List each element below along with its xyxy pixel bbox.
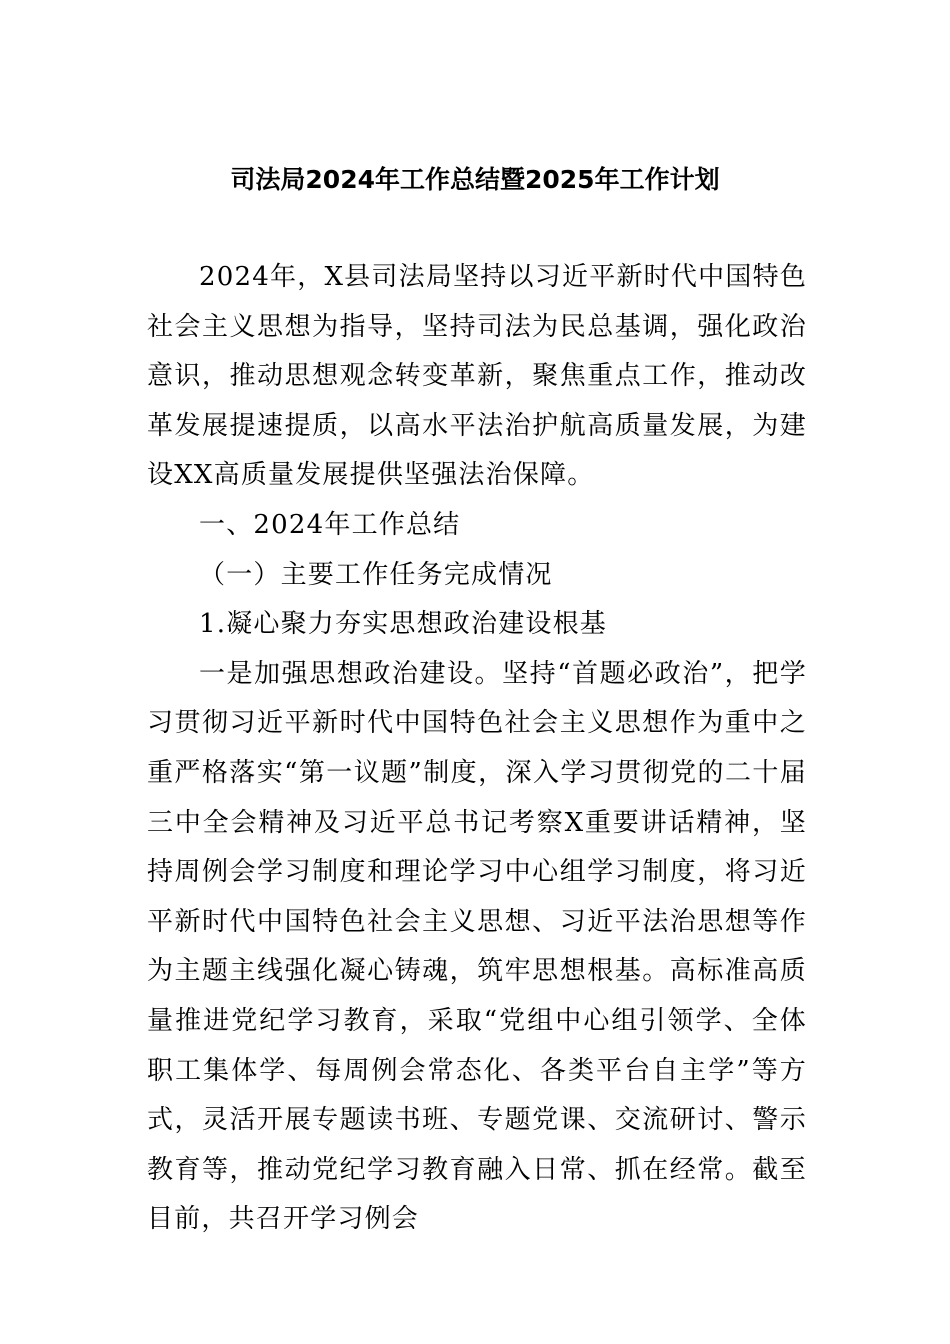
intro-paragraph: 2024年，X县司法局坚持以习近平新时代中国特色社会主义思想为指导，坚持司法为民总基调，强化政治意识，推动思想观念转变革新，聚焦重点工作，推动改革发展提速提质，以高水平法治护航高质量发展，为建设XX高质量发展提供坚强法治保障。 xyxy=(147,262,807,491)
document-title: 司法局2024年工作总结暨2025年工作计划 xyxy=(230,165,720,194)
document-body xyxy=(147,253,807,1245)
section-heading: 一、2024年工作总结 xyxy=(199,509,461,540)
body-paragraph: 一是加强思想政治建设。坚持“首题必政治”，把学习贯彻习近平新时代中国特色社会主义思想作为重中之重严格落实“第一议题”制度，深入学习贯彻党的二十届三中全会精神及习近平总书记考察X重要讲话精神，坚持周例会学习制度和理论学习中心组学习制度，将习近平新时代中国特色社会主义思想、习近平法治思想等作为主题主线强化凝心铸魂，筑牢思想根基。高标准高质量推进党纪学习教育，采取“党组中心组引领学、全体职工集体学、每周例会常态化、各类平台自主学”等方式，灵活开展专题读书班、专题党课、交流研讨、警示教育等，推动党纪学习教育融入日常、抓在经常。截至目前，共召开学习例会 xyxy=(147,658,807,1235)
subsection-heading: （一）主要工作任务完成情况 xyxy=(199,559,553,590)
item-heading: 1.凝心聚力夯实思想政治建设根基 xyxy=(199,609,608,640)
